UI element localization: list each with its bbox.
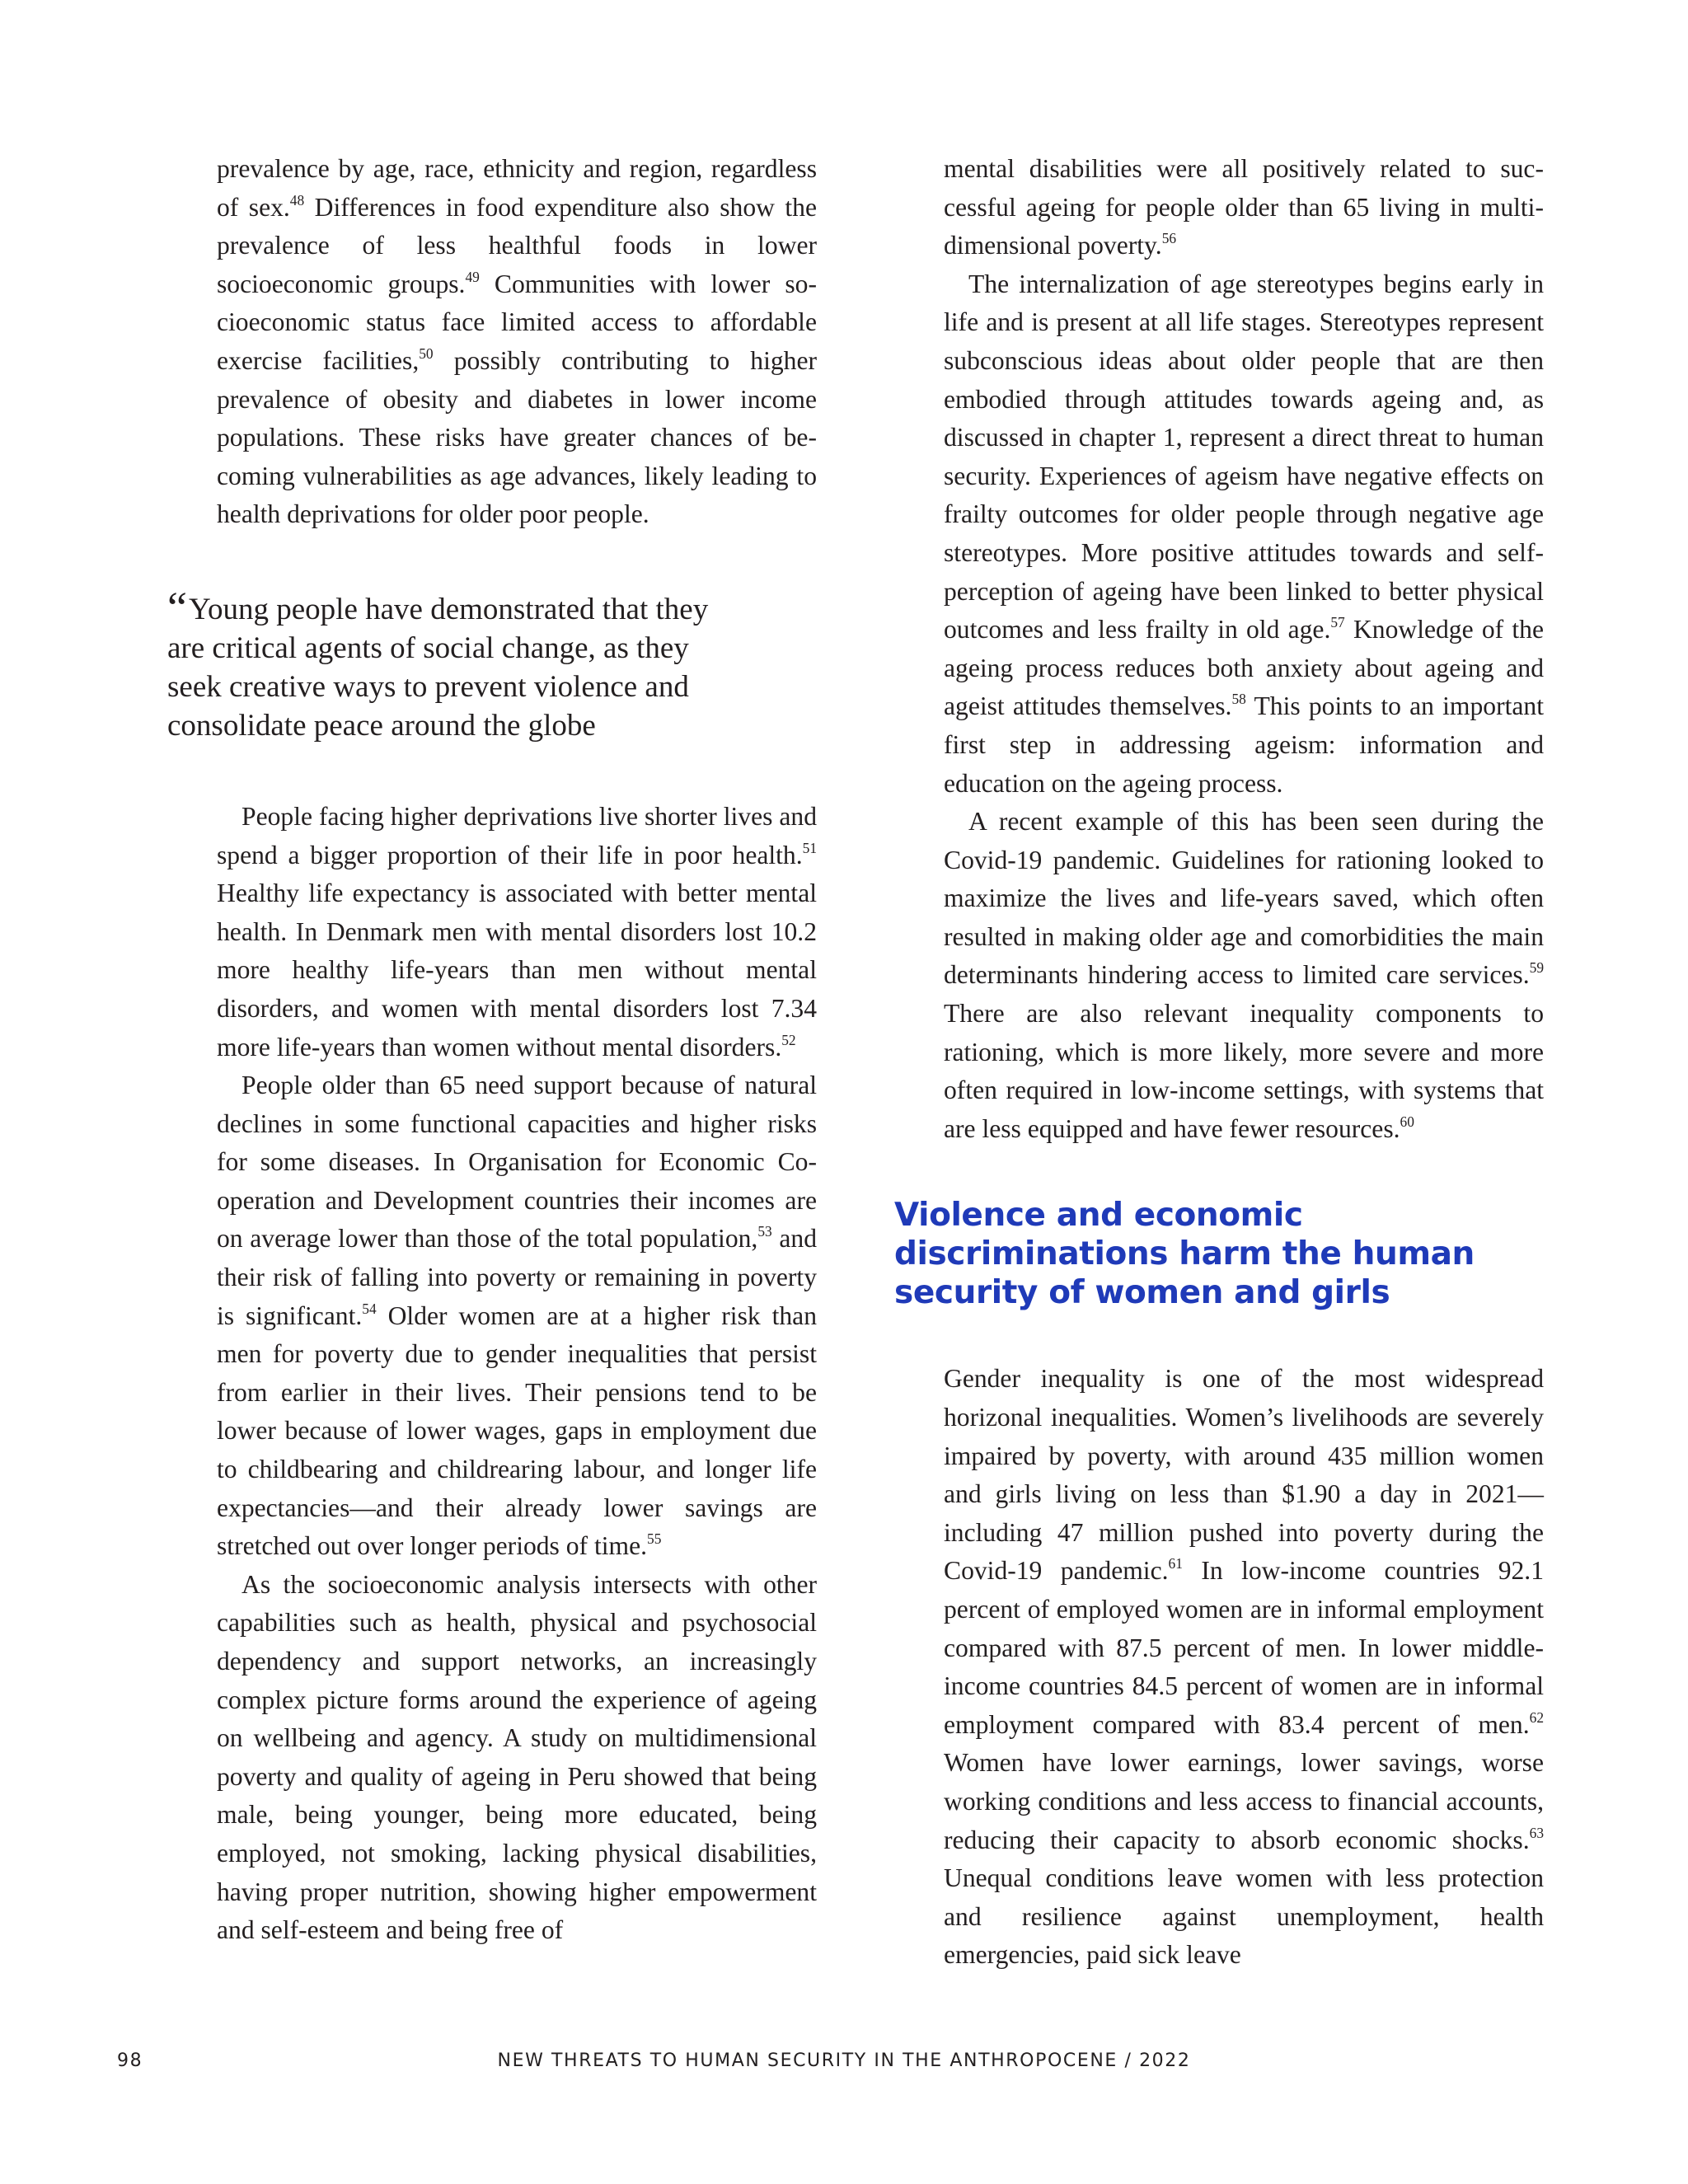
body-paragraph: Gender inequality is one of the most widespread horizonal inequalities. Women’s livelihoods are severely impaired by poverty, with around 435 million women and girls living on less than $1.90 a day in 2021—including 47 million pushed into poverty during the Covid-19 pandemic.$^{61}$ In low-income countries 92.1 percent of employed women are in informal employment compared with 87.5 percent of men. In lower middle-income countries 84.5 percent of women are in informal employment compared with 83.4 percent of men.$^{62}$ Women have lower earnings, lower savings, worse working conditions and less access to financial accounts, reducing their capacity to absorb economic shocks.$^{63}$ Unequal conditions leave women with less protection and resilience against unemployment, health emergencies, paid sick leave bbox=[944, 1364, 1544, 1970]
footnote-ref: 53 bbox=[757, 1224, 772, 1240]
body-paragraph: People older than 65 need support because of natural declines in some functional capacities and higher risks for some diseases. In Organisation for Economic Co-operation and Development countries their incomes are on average lower than those of the total population,$^{53}$ and their risk of falling into poverty or remaining in poverty is significant.$^{54}$ Older women are at a higher risk than men for poverty due to gender inequalities that persist from earlier in their lives. Their pensions tend to be lower because of lower wages, gaps in employment due to childbearing and childrearing labour, and longer life expectancies—and their already lower savings are stretched out over longer periods of time.$^{55}$ bbox=[217, 1071, 818, 1561]
pull-quote bbox=[167, 583, 744, 745]
pull-quote-text: Young people have demonstrated that they are critical agents of social change, as they seek creative ways to prevent violence and consolidate peace around the globe bbox=[167, 592, 709, 743]
body-paragraph: A recent example of this has been seen during the Covid-19 pandemic. Guidelines for rationing looked to maximize the lives and life-years saved, which often resulted in making older age and comorbidities the main determinants hindering access to limited care services.$^{59}$ There are also relevant inequality components to rationing, which is more likely, more severe and more often required in low-income settings, with systems that are less equipped and have fewer resources.$^{60}$ bbox=[944, 807, 1544, 1143]
body-paragraph: People facing higher deprivations live shorter lives and spend a bigger proportion of their life in poor health.$^{51}$ Healthy life expectancy is associated with better mental health. In Denmark men with mental disorders lost 10.2 more healthy life-years than men without mental disorders, and women with mental disorders lost 7.34 more life-years than women without mental disorders.$^{52}$ bbox=[217, 801, 817, 1062]
page-footer bbox=[0, 2050, 1688, 2083]
footnote-ref: 49 bbox=[465, 269, 480, 285]
body-paragraph: mental disabilities were all positively related to successful ageing for people older than 65 living in multidimensional poverty.$^{56}$ bbox=[944, 154, 1544, 260]
footnote-ref: 51 bbox=[802, 840, 817, 856]
footnote-ref: 52 bbox=[781, 1032, 796, 1048]
section-heading: Violence and economic discriminations harm the human security of women and girls bbox=[894, 1197, 1475, 1312]
page-number: 98 bbox=[117, 2050, 143, 2071]
running-title: NEW THREATS TO HUMAN SECURITY IN THE ANTHROPOCENE / 2022 bbox=[497, 2050, 1191, 2071]
quote-mark: “ bbox=[167, 583, 187, 633]
footnote-ref: 62 bbox=[1529, 1709, 1544, 1726]
footnote-ref: 59 bbox=[1529, 960, 1544, 977]
footnote-ref: 48 bbox=[289, 192, 305, 209]
footnote-ref: 57 bbox=[1330, 615, 1345, 631]
footnote-ref: 58 bbox=[1231, 691, 1246, 708]
right-column bbox=[894, 150, 1544, 1975]
body-paragraph: The internalization of age stereotypes begins early in life and is present at all life stages. Stereotypes represent subconscious ideas about older people that are then embodied through attitudes towards ageing and, as discussed in chapter 1, represent a direct threat to human security. Experiences of ageism have negative effects on frailty outcomes for older people through negative age stereotypes. More positive attitudes towards and self-perception of ageing have been linked to better physical outcomes and less frailty in old age.$^{57}$ Knowledge of the ageing process reduces both anxiety about ageing and ageist attitudes themselves.$^{58}$ This points to an important first step in addressing ageism: information and education on the ageing process. bbox=[944, 269, 1544, 798]
left-column bbox=[167, 150, 818, 1950]
body-paragraph: prevalence by age, race, ethnicity and region, regardless of sex.$^{48}$ Differences in food expenditure also show the prevalence of less healthful foods in lower socioeconomic groups.$^{49}$ Communities with lower socioeconomic status face limited access to affordable exercise facilities,$^{50}$ possibly contributing to higher prevalence of obesity and diabetes in lower income populations. These risks have greater chances of becoming vulnerabilities as age advances, likely leading to health deprivations for older poor people. bbox=[217, 154, 817, 529]
footnote-ref: 60 bbox=[1400, 1113, 1414, 1130]
footnote-ref: 55 bbox=[647, 1531, 662, 1548]
body-paragraph: As the socioeconomic analysis intersects with other capabilities such as health, physical and psychosocial dependency and support networks, an increasingly complex picture forms around the experience of ageing on wellbeing and agency. A study on multidimensional poverty and quality of ageing in Peru showed that being male, being younger, being more educated, being employed, not smoking, lacking physical disabilities, having proper nutrition, showing higher empowerment and self-esteem and being free of bbox=[217, 1569, 817, 1945]
footnote-ref: 63 bbox=[1529, 1825, 1544, 1841]
footnote-ref: 50 bbox=[419, 345, 434, 362]
footnote-ref: 61 bbox=[1168, 1556, 1183, 1572]
footnote-ref: 54 bbox=[362, 1301, 377, 1317]
footnote-ref: 56 bbox=[1161, 231, 1177, 247]
